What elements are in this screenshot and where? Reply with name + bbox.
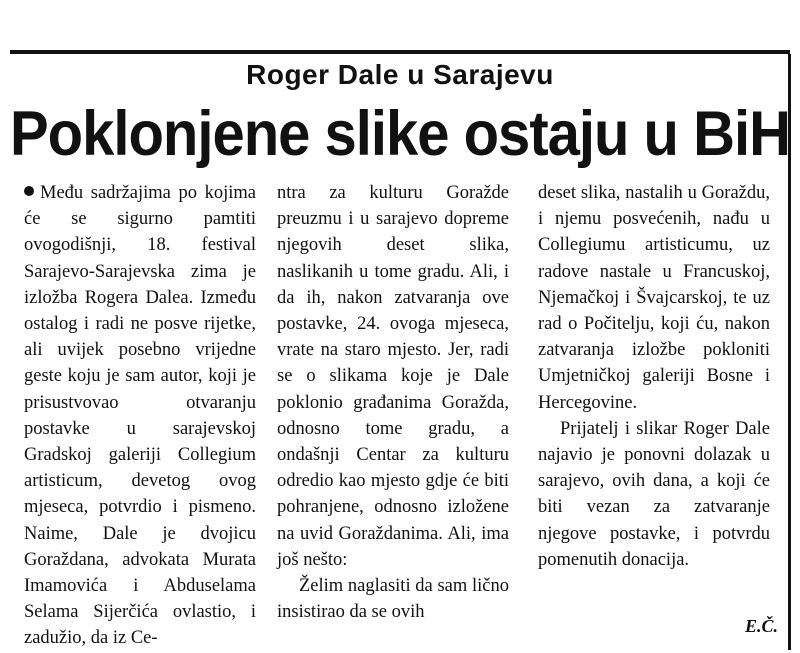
paragraph-intro-text: Među sadržajima po kojima će se sigurno pamtiti ovogodišnji, 18. festival Sarajevo-Sarajevska zima je izložba Rogera Dalea. Između ostalog i radi ne posve rijetke, ali uvijek posebno vrijedne geste koju je sam autor, koji je prisustvovao otvaranju postavke u sarajevskoj Gradskoj galeriji Collegium artisticum, devetog ovog mjeseca, potvrdio i pismeno. Naime, Dale je dvojicu Goraždana, advokata Murata Imamovića i Abduselama Selama Sijerčića ovlastio, i zadužio, da iz Ce-: [24, 183, 256, 649]
bullet-icon: [24, 186, 34, 196]
paragraph-continued: ntra za kulturu Goražde preuzmu i u sarajevo dopreme njegovih deset slika, naslikanih u tome gradu. Ali, i da ih, nakon zatvaranja ove postavke, 24. ovoga mjeseca, vrate na staro mjesto. Jer, radi se o slikama koje je Dale poklonio građanima Goražda, odnosno tome gradu, a ondašnji Centar za kulturu odredio kao mjesto gdje će biti pohranjene, odnosno izložene na uvid Goraždanima. Ali, ima još nešto:: [277, 183, 509, 570]
paragraph-quote-continued: deset slika, nastalih u Goraždu, i njemu posvećenih, nađu u Collegiumu artisticumu, uz radove nastale u Francuskoj, Njemačkoj i Švajcarskoj, te uz rad o Počitelju, koji ću, nakon zatvaranja izložbe pokloniti Umjetničkoj galeriji Bosne i Hercegovine.: [538, 183, 770, 413]
top-rule: [10, 50, 790, 54]
article-kicker: Roger Dale u Sarajevu: [246, 59, 554, 90]
paragraph-closing: Prijatelj i slikar Roger Dale najavio je ponovni dolazak u sarajevo, ovih dana, a koji će biti vezan za zatvaranje njegove postavke, i potvrdu pomenutih donacija.: [538, 418, 770, 570]
paragraph-intro: [24, 180, 256, 652]
article-column-3: [538, 180, 770, 573]
article-headline: Poklonjene slike ostaju u BiH: [10, 99, 790, 170]
author-signature: E.Č.: [744, 616, 778, 636]
paragraph-quote: Želim naglasiti da sam lično insistirao da se ovih: [277, 576, 509, 623]
article-column-1: [24, 180, 256, 652]
article-column-2: [277, 180, 509, 625]
